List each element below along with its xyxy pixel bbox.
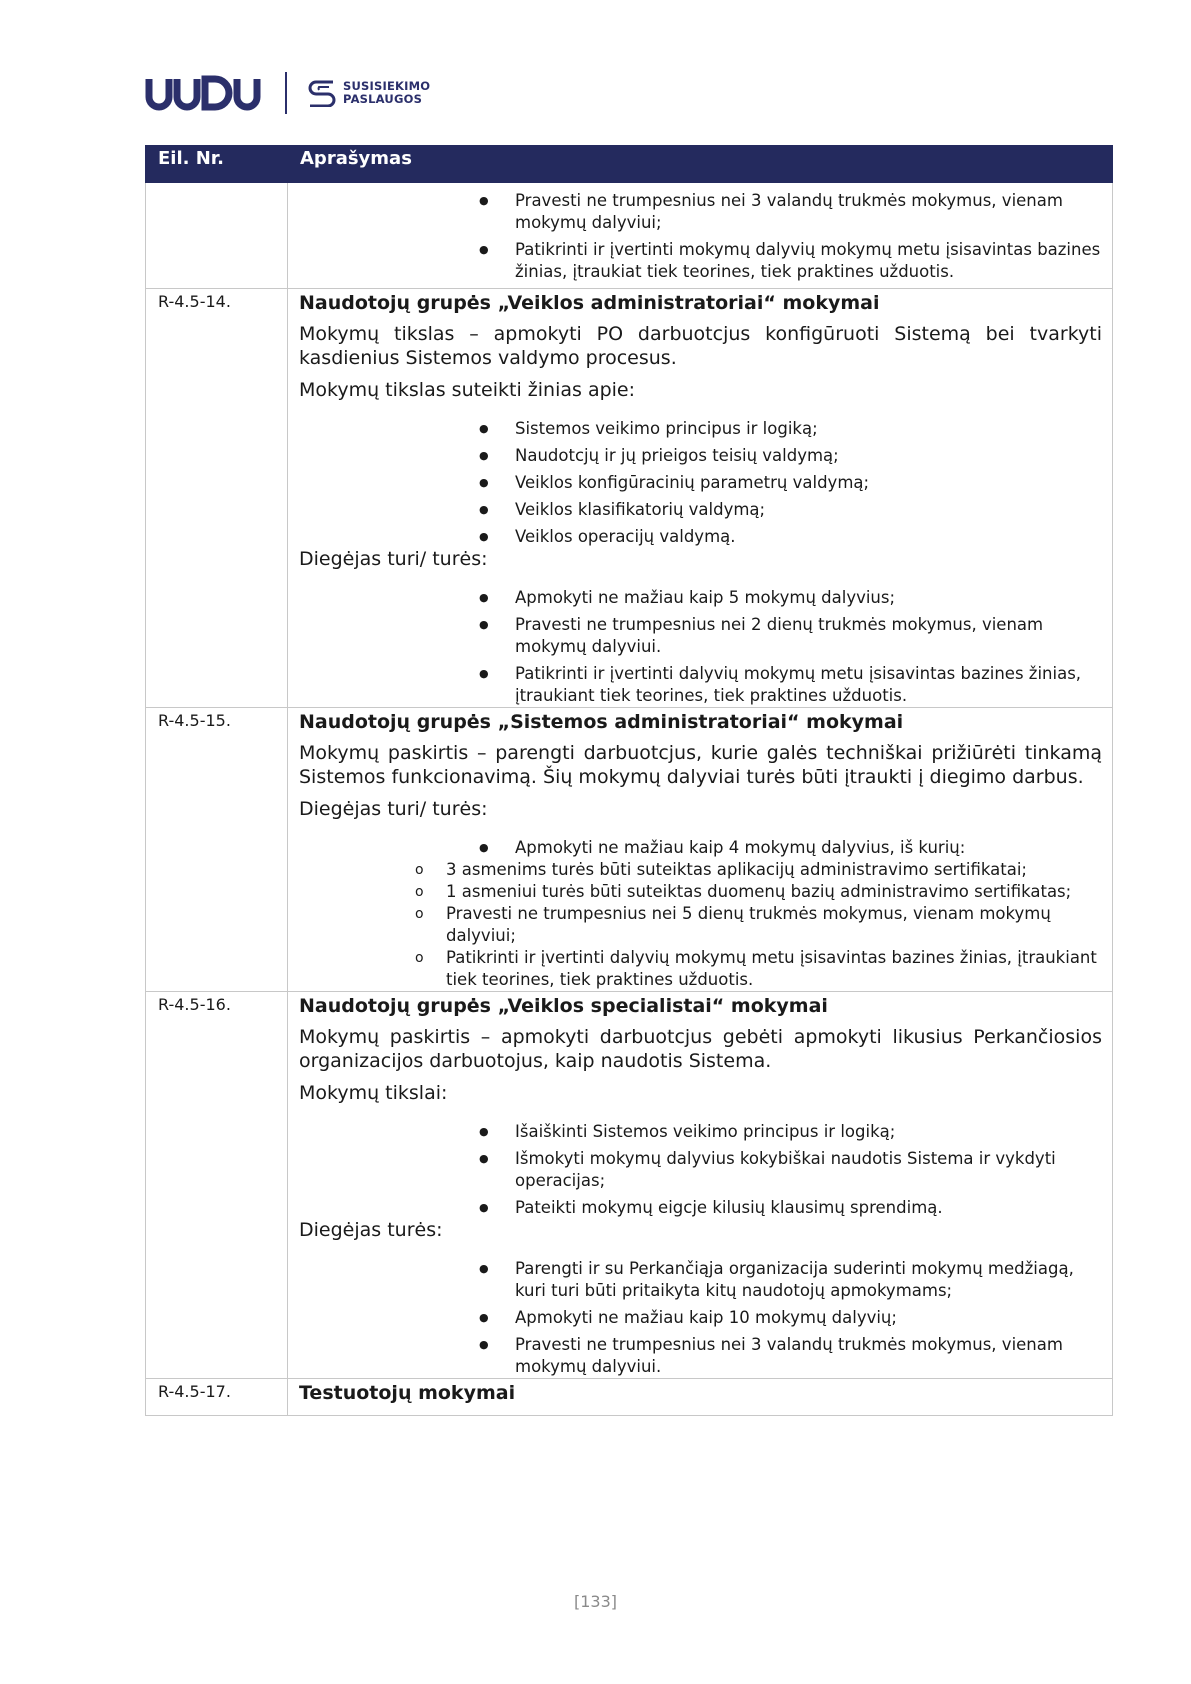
requirements-table: [145, 145, 1113, 1416]
paragraph: Diegėjas turi/ turės:: [299, 548, 488, 570]
list-item: ● Sistemos veikimo principus ir logiką;: [479, 418, 1102, 440]
column-header-description: Aprašymas: [288, 146, 1113, 183]
sub-brand-line2: PASLAUGOS: [343, 92, 423, 106]
paragraph: Mokymų tikslas – apmokyti PO darbuotcjus konfigūruoti Sistemą bei tvarkyti kasdienius Sistemos valdymo procesus.: [299, 323, 1102, 369]
row-description-cell: [288, 992, 1113, 1379]
paragraph: Mokymų paskirtis – apmokyti darbuotcjus gebėti apmokyti likusius Perkančiosios organizacijos darbuotojus, kaip naudotis Sistema.: [299, 1026, 1102, 1072]
sub-brand-line1: SUSISIEKIMO: [343, 79, 431, 93]
list-item: ● Pravesti ne trumpesnius nei 3 valandų trukmės mokymus, vienam mokymų dalyviui.: [479, 1334, 1102, 1378]
page-number: [133]: [573, 1592, 618, 1611]
judu-logo-mark: [145, 75, 263, 111]
row-number-cell: R-4.5-16.: [146, 992, 288, 1379]
row-description-cell: [288, 1379, 1113, 1416]
list-item: ● Veiklos konfigūracinių parametrų valdymą;: [479, 472, 1102, 494]
row-title: Naudotojų grupės „Veiklos administratoriai“ mokymai: [299, 292, 880, 314]
sp-logo-icon: [307, 79, 337, 107]
row-title: Naudotojų grupės „Veiklos specialistai“ mokymai: [299, 995, 828, 1017]
susisiekimo-paslaugos-logo: [307, 79, 430, 107]
table-row: [146, 708, 1113, 992]
row-title: Naudotojų grupės „Sistemos administratoriai“ mokymai: [299, 711, 904, 733]
table-header-row: [146, 146, 1113, 183]
row-title: Testuotojų mokymai: [299, 1382, 516, 1404]
sub-list-item: o Patikrinti ir įvertinti dalyvių mokymų metu įsisavintas bazines žinias, įtraukiant tiek teorines, tiek praktines užduotis.: [415, 947, 1102, 991]
table-row: [146, 289, 1113, 708]
list-item: ● Parengti ir su Perkančiąja organizacija suderinti mokymų medžiagą, kuri turi būti pritaikyta kitų naudotojų apmokymams;: [479, 1258, 1102, 1302]
list-item: ● Veiklos klasifikatorių valdymą;: [479, 499, 1102, 521]
paragraph: Mokymų paskirtis – parengti darbuotcjus, kurie galės techniškai prižiūrėti tinkamą Sistemos funkcionavimą. Šių mokymų dalyviai turės būti įtraukti į diegimo darbus.: [299, 742, 1102, 788]
paragraph: Mokymų tikslai:: [299, 1082, 448, 1104]
sub-list-item: o Pravesti ne trumpesnius nei 5 dienų trukmės mokymus, vienam mokymų dalyviui;: [415, 903, 1102, 947]
judu-logo: [145, 75, 263, 111]
row-description-cell: [288, 708, 1113, 992]
row-number-cell: R-4.5-17.: [146, 1379, 288, 1416]
paragraph: Mokymų tikslas suteikti žinias apie:: [299, 379, 636, 401]
row-description-cell: [288, 183, 1113, 289]
list-item: ● Patikrinti ir įvertinti mokymų dalyvių mokymų metu įsisavintas bazines žinias, įtraukiat tiek teorines, tiek praktines užduotis.: [479, 239, 1102, 283]
header-divider: [285, 72, 287, 114]
list-item: ● Išaiškinti Sistemos veikimo principus ir logiką;: [479, 1121, 1102, 1143]
list-item: ● Apmokyti ne mažiau kaip 5 mokymų dalyvius;: [479, 587, 1102, 609]
paragraph: Diegėjas turi/ turės:: [299, 798, 488, 820]
list-item: ● Pravesti ne trumpesnius nei 2 dienų trukmės mokymus, vienam mokymų dalyviui.: [479, 614, 1102, 658]
sub-list: [299, 859, 1102, 991]
row-number-cell: R-4.5-15.: [146, 708, 288, 992]
list-item: ● Pateikti mokymų eigcje kilusių klausimų sprendimą.: [479, 1197, 1102, 1219]
list-item: ● Veiklos operacijų valdymą.: [479, 526, 1102, 548]
list-item: ● Apmokyti ne mažiau kaip 4 mokymų dalyvius, iš kurių:: [479, 837, 1102, 859]
bullet-list: [299, 418, 1102, 548]
list-item: ● Pravesti ne trumpesnius nei 3 valandų trukmės mokymus, vienam mokymų dalyviui;: [479, 190, 1102, 234]
table-row: [146, 992, 1113, 1379]
table-row: [146, 1379, 1113, 1416]
list-item: ● Patikrinti ir įvertinti dalyvių mokymų metu įsisavintas bazines žinias, įtraukiant tiek teorines, tiek praktines užduotis.: [479, 663, 1102, 707]
bullet-list: [299, 1258, 1102, 1378]
table-row: [146, 183, 1113, 289]
bullet-list: [299, 190, 1102, 283]
bullet-list: [299, 587, 1102, 707]
row-number-cell: [146, 183, 288, 289]
sub-list-item: o 3 asmenims turės būti suteiktas aplikacijų administravimo sertifikatai;: [415, 859, 1102, 881]
bullet-list: [299, 837, 1102, 859]
paragraph: Diegėjas turės:: [299, 1219, 443, 1241]
list-item: ● Naudotcjų ir jų prieigos teisių valdymą;: [479, 445, 1102, 467]
list-item: ● Išmokyti mokymų dalyvius kokybiškai naudotis Sistema ir vykdyti operacijas;: [479, 1148, 1102, 1192]
bullet-list: [299, 1121, 1102, 1219]
page-header: [145, 68, 430, 118]
row-number-cell: R-4.5-14.: [146, 289, 288, 708]
row-description-cell: [288, 289, 1113, 708]
list-item: ● Apmokyti ne mažiau kaip 10 mokymų dalyvių;: [479, 1307, 1102, 1329]
column-header-nr: Eil. Nr.: [146, 146, 288, 183]
sub-list-item: o 1 asmeniui turės būti suteiktas duomenų bazių administravimo sertifikatas;: [415, 881, 1102, 903]
